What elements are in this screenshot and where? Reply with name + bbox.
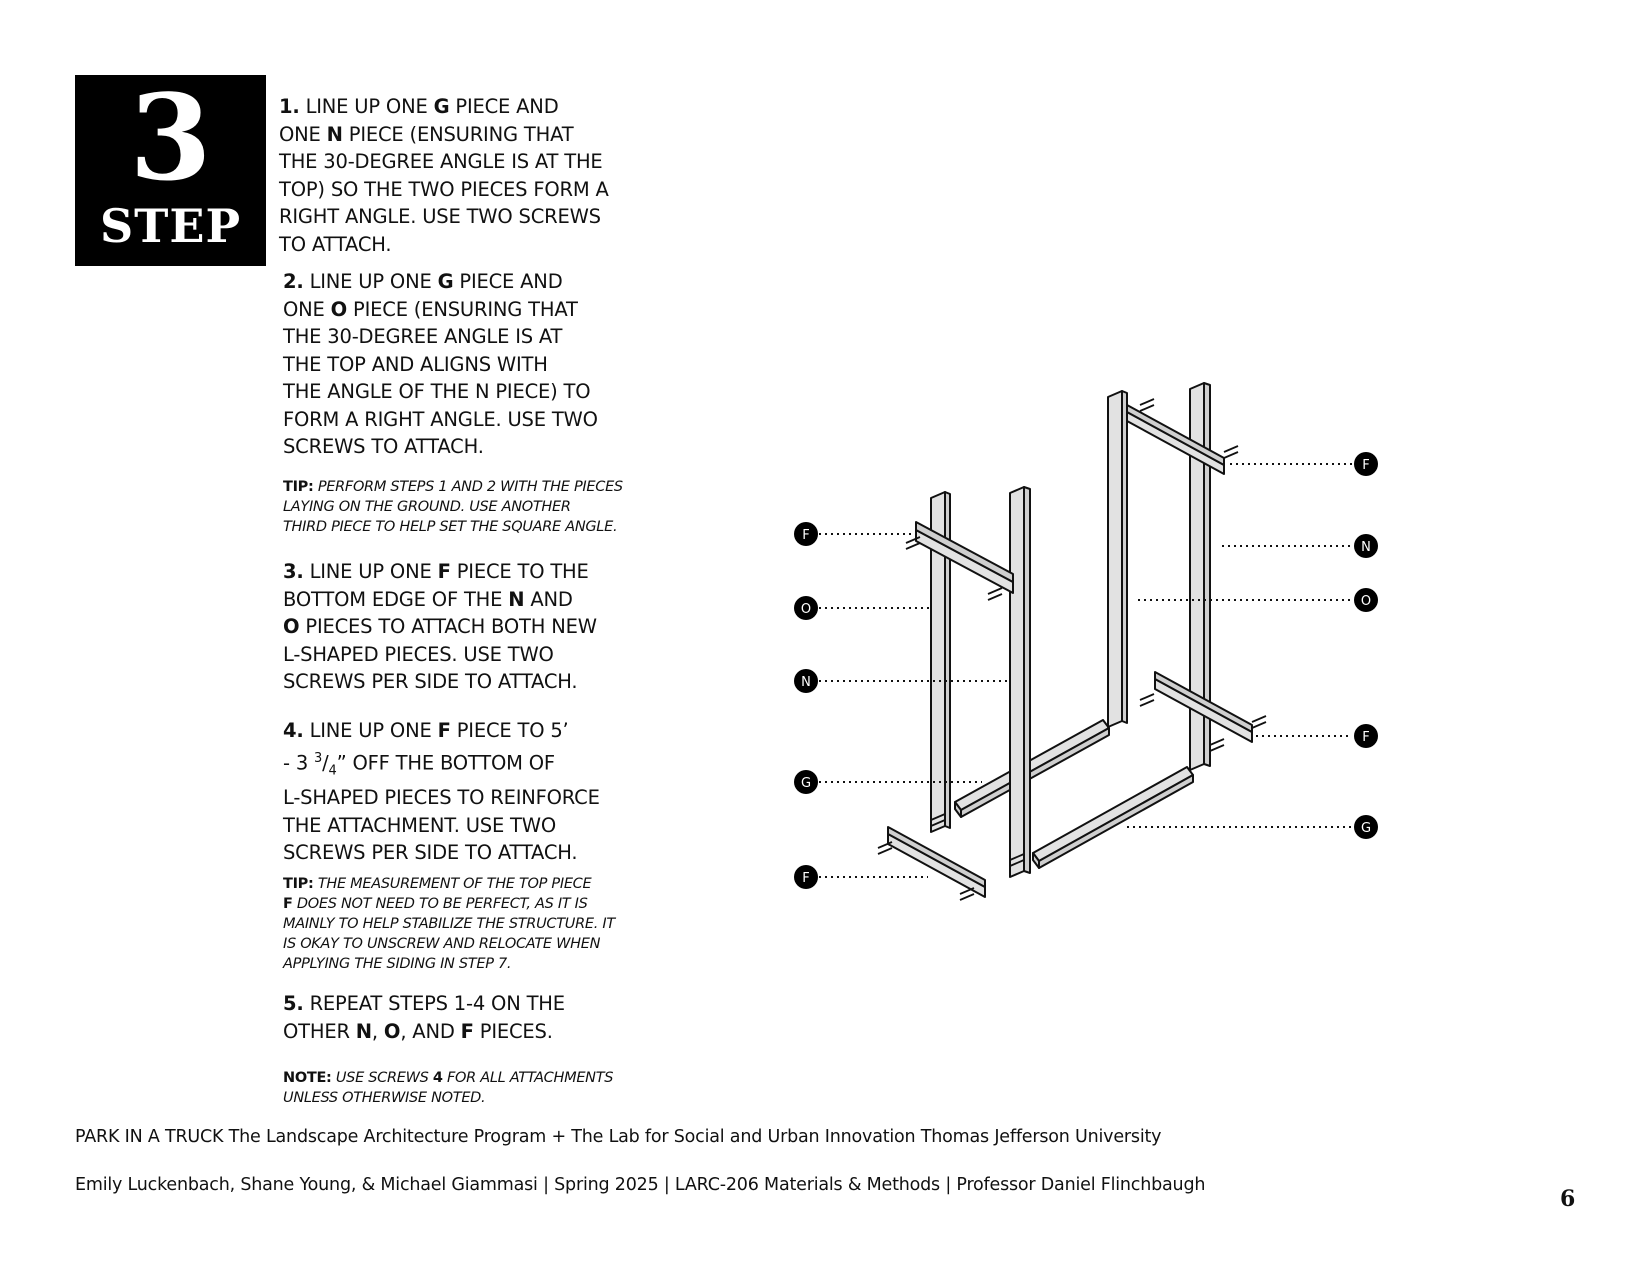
instruction-3: 3. LINE UP ONE F PIECE TO THE BOTTOM EDGE OF THE N AND O PIECES TO ATTACH BOTH NEW L-SHAPED PIECES. USE TWO SCREWS PER SIDE TO ATTACH. — [283, 560, 597, 693]
note: NOTE: USE SCREWS 4 FOR ALL ATTACHMENTS UNLESS OTHERWISE NOTED. — [283, 1070, 614, 1106]
instruction-4: 4. LINE UP ONE F PIECE TO 5’ - 3 $^3/_4$” OFF THE BOTTOM OF L-SHAPED PIECES TO REINFORCE THE ATTACHMENT. USE TWO SCREWS PER SIDE TO ATTACH. — [283, 719, 600, 865]
tip-2: TIP: THE MEASUREMENT OF THE TOP PIECE F DOES NOT NEED TO BE PERFECT, AS IT IS MAINLY TO HELP STABILIZE THE STRUCTURE. IT IS OKAY TO UNSCREW AND RELOCATE WHEN APPLYING THE SIDING IN STEP 7. — [283, 876, 615, 972]
svg-text:N: N — [801, 675, 811, 690]
svg-text:F: F — [1362, 730, 1370, 745]
callout-right-g — [1354, 815, 1378, 839]
callout-left-f1 — [794, 522, 818, 546]
instruction-2: 2. LINE UP ONE G PIECE AND ONE O PIECE (ENSURING THAT THE 30-DEGREE ANGLE IS AT THE TOP AND ALIGNS WITH THE ANGLE OF THE N PIECE) TO FORM A RIGHT ANGLE. USE TWO SCREWS TO ATTACH. — [283, 270, 598, 458]
post-n-left — [1010, 487, 1030, 877]
callout-left-n — [794, 669, 818, 693]
footer-credits-line: Emily Luckenbach, Shane Young, & Michael Giammasi | Spring 2025 | LARC-206 Materials & Methods | Professor Daniel Flinchbaugh — [75, 1175, 1206, 1195]
post-o-right — [1108, 391, 1127, 727]
footer-program-line: PARK IN A TRUCK The Landscape Architecture Program + The Lab for Social and Urban Innovation Thomas Jefferson University — [75, 1127, 1162, 1147]
callout-left-g — [794, 770, 818, 794]
svg-text:O: O — [1360, 594, 1372, 609]
callout-right-f2 — [1354, 724, 1378, 748]
plank-g-front — [1033, 767, 1193, 868]
svg-text:O: O — [800, 602, 812, 617]
svg-text:F: F — [802, 528, 810, 543]
tip-1: TIP: PERFORM STEPS 1 AND 2 WITH THE PIECES LAYING ON THE GROUND. USE ANOTHER THIRD PIECE TO HELP SET THE SQUARE ANGLE. — [283, 479, 623, 535]
svg-text:G: G — [1360, 821, 1372, 836]
instruction-5: 5. REPEAT STEPS 1-4 ON THE OTHER N, O, AND F PIECES. — [283, 992, 565, 1043]
page-number: 6 — [1560, 1186, 1576, 1212]
svg-text:N: N — [1361, 540, 1371, 555]
svg-text:F: F — [802, 871, 810, 886]
svg-text:F: F — [1362, 458, 1370, 473]
step-word: STEP — [99, 199, 242, 253]
callout-right-n — [1354, 534, 1378, 558]
callout-right-o — [1354, 588, 1378, 612]
callout-left-o — [794, 596, 818, 620]
plank-f-bottom-left — [888, 827, 985, 897]
step-number: 3 — [129, 68, 212, 207]
callout-left-f2 — [794, 865, 818, 889]
callout-right-f1 — [1354, 452, 1378, 476]
plank-g-back — [955, 720, 1109, 817]
svg-text:G: G — [800, 776, 812, 791]
leader-lines — [819, 464, 1352, 877]
instruction-1: 1. LINE UP ONE G PIECE AND ONE N PIECE (ENSURING THAT THE 30-DEGREE ANGLE IS AT THE TOP) SO THE TWO PIECES FORM A RIGHT ANGLE. USE TWO SCREWS TO ATTACH. — [279, 95, 609, 256]
